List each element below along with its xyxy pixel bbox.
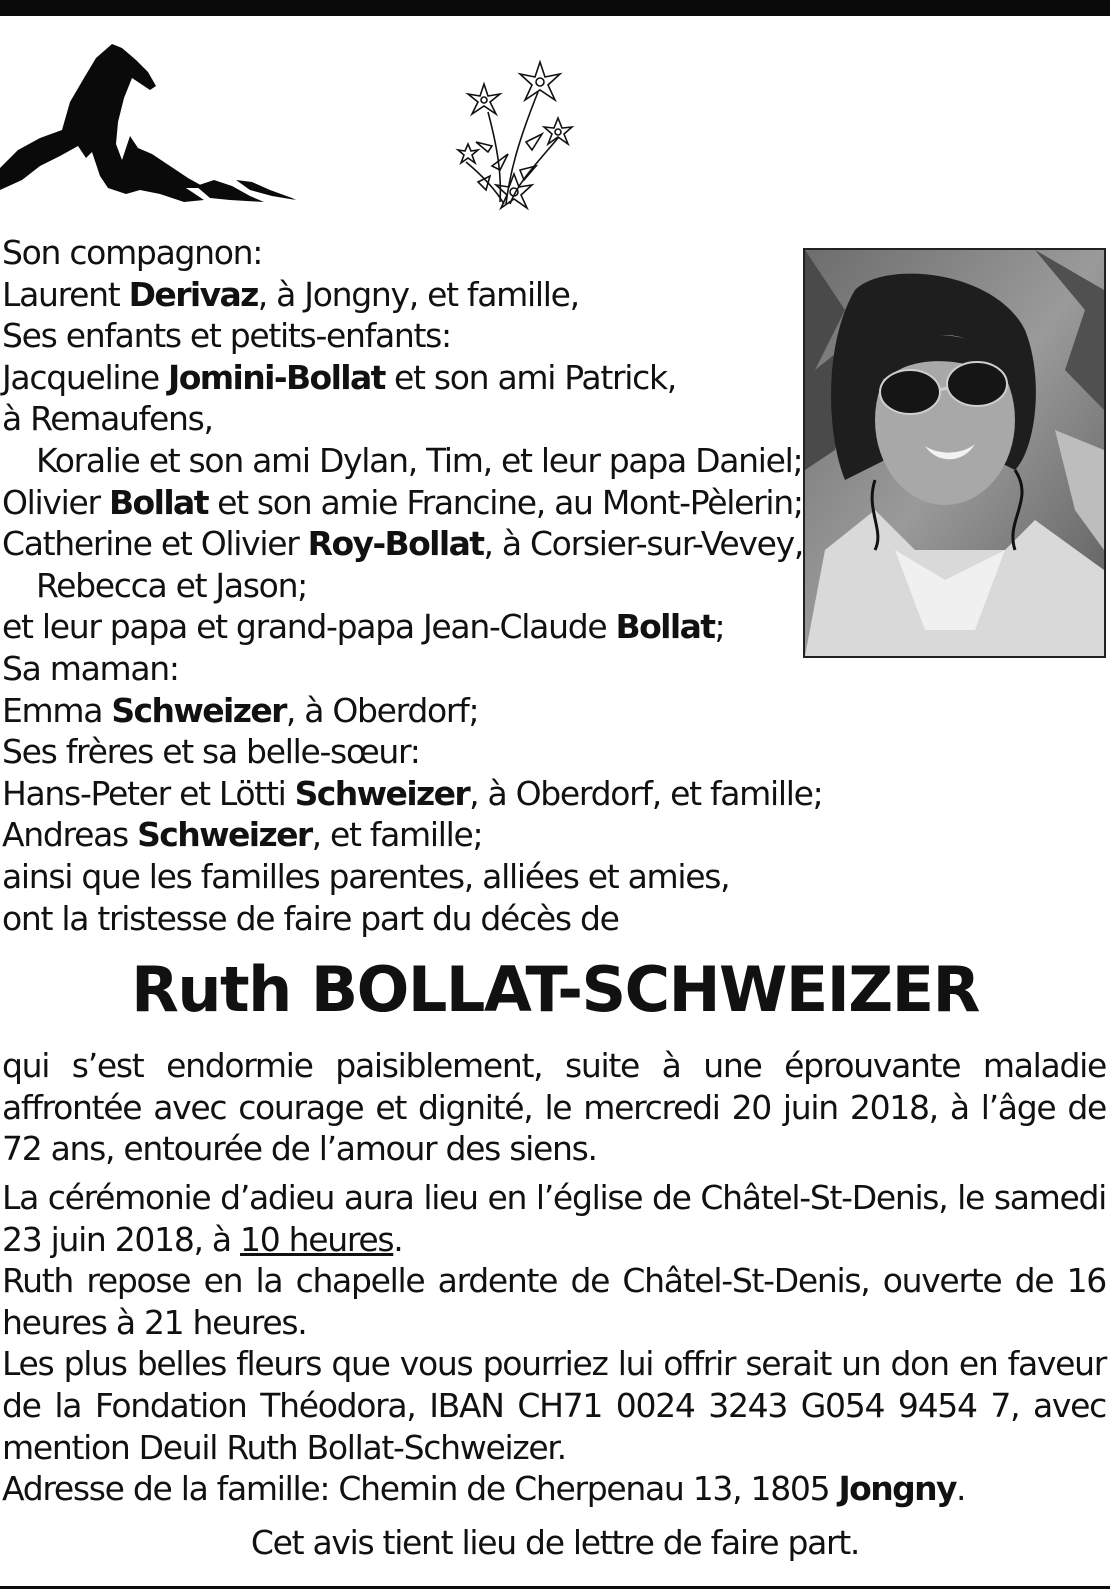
family-text: ; <box>714 607 725 647</box>
family-text: Catherine et Olivier <box>2 524 308 564</box>
family-line <box>2 232 802 274</box>
details-block <box>2 1177 1106 1510</box>
family-surname: Bollat <box>108 482 208 522</box>
address-line: Adresse de la famille: Chemin de Cherpenau 13, 1805 Jongny. <box>2 1469 966 1509</box>
family-text: Jacqueline <box>2 357 169 397</box>
family-text: et leur papa et grand-papa Jean-Claude <box>2 607 616 647</box>
family-text: Son compagnon: <box>2 233 263 272</box>
death-paragraph: qui s’est endormie paisiblement, suite à une éprouvante maladie affrontée avec courage et dignité, le mercredi 20 juin 2018, à l’âge de 72 ans, entourée de l’amour des siens. <box>2 1046 1106 1169</box>
matterhorn-icon <box>0 40 300 202</box>
family-text: Andreas <box>2 815 138 855</box>
family-list <box>2 232 823 939</box>
family-text: Hans-Peter et Lötti <box>2 773 295 813</box>
family-surname: Jomini-Bollat <box>168 357 385 397</box>
family-text: Sa maman: <box>2 648 179 688</box>
family-text: et son ami Patrick, <box>384 357 676 397</box>
family-text: , à Oberdorf; <box>285 690 479 730</box>
family-text: , et famille; <box>311 815 483 855</box>
family-text: Ses frères et sa belle-sœur: <box>2 732 420 772</box>
family-text: Laurent <box>2 274 129 314</box>
family-text: Emma <box>2 690 112 730</box>
family-text: ont la tristesse de faire part du décès de <box>2 898 619 938</box>
family-line <box>2 274 802 316</box>
family-text: ainsi que les familles parentes, alliées et amies, <box>2 856 730 896</box>
deceased-name: Ruth BOLLAT-SCHWEIZER <box>131 953 979 1026</box>
ceremony-time: 10 heures <box>240 1219 394 1259</box>
family-line <box>2 731 802 773</box>
family-line <box>2 898 802 940</box>
family-text: et son amie Francine, au Mont-Pèlerin; <box>207 482 803 522</box>
portrait-photo <box>803 248 1106 658</box>
family-text: Ses enfants et petits-enfants: <box>2 316 451 356</box>
family-line <box>2 398 802 440</box>
family-surname: Schweizer <box>137 815 312 855</box>
family-text: Olivier <box>2 482 109 522</box>
bottom-rule <box>0 1586 1110 1589</box>
family-surname: Schweizer <box>294 773 470 813</box>
address-town: Jongny <box>838 1469 956 1509</box>
ceremony-line: La cérémonie d’adieu aura lieu en l’église de Châtel-St-Denis, le samedi 23 juin 2018, à 10 heures. <box>2 1178 1106 1259</box>
family-line <box>2 814 802 856</box>
family-line <box>2 856 802 898</box>
flowers-line: Les plus belles fleurs que vous pourriez lui offrir serait un don en faveur de la Fondation Théodora, IBAN CH71 0024 3243 G054 9454 7, avec mention Deuil Ruth Bollat-Schweizer. <box>2 1344 1106 1467</box>
family-line <box>2 523 802 565</box>
family-text: Koralie et son ami Dylan, Tim, et leur papa Daniel; <box>36 440 803 480</box>
family-line <box>2 315 802 357</box>
family-line <box>2 773 823 815</box>
top-rule <box>0 0 1110 16</box>
family-surname: Bollat <box>615 607 715 647</box>
family-surname: Schweizer <box>111 690 286 730</box>
family-line <box>2 690 802 732</box>
family-line <box>2 440 802 482</box>
family-line <box>2 357 802 399</box>
family-line <box>2 648 802 690</box>
family-text: à Remaufens, <box>2 399 213 439</box>
family-line <box>2 565 802 607</box>
family-text: , à Corsier-sur-Vevey, <box>483 524 804 564</box>
repose-line: Ruth repose en la chapelle ardente de Châtel-St-Denis, ouverte de 16 heures à 21 heures. <box>2 1261 1106 1342</box>
family-text: Rebecca et Jason; <box>36 565 308 605</box>
family-text: , à Jongny, et famille, <box>257 274 579 314</box>
family-surname: Roy-Bollat <box>307 524 484 564</box>
closing-line: Cet avis tient lieu de lettre de faire part. <box>250 1523 860 1562</box>
edelweiss-icon <box>448 42 598 212</box>
family-text: , à Oberdorf, et famille; <box>469 773 823 813</box>
family-line <box>2 482 802 524</box>
family-line <box>2 606 802 648</box>
family-surname: Derivaz <box>128 274 258 314</box>
